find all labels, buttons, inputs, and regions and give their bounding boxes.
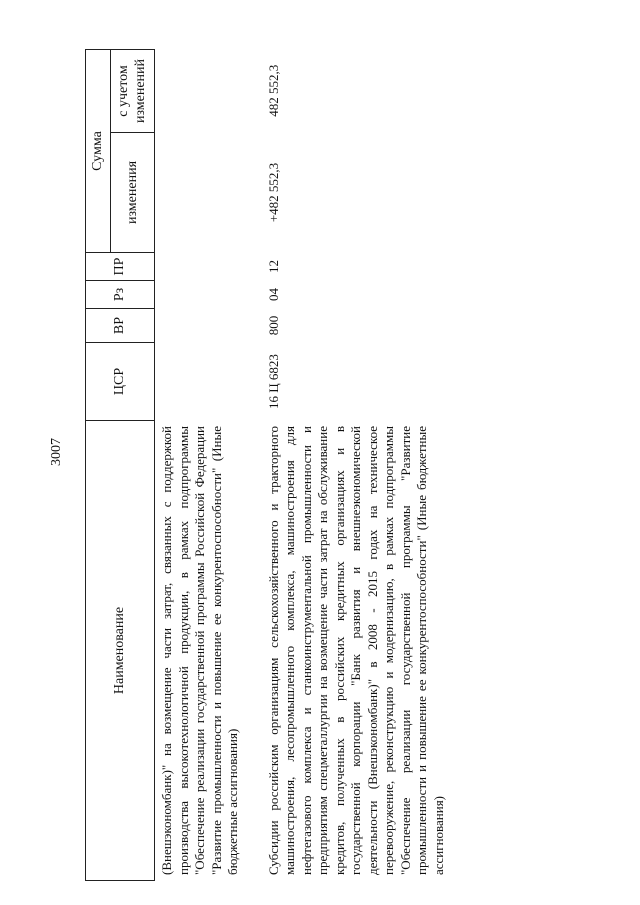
row-change — [155, 133, 246, 253]
header-sum: Сумма — [86, 50, 111, 253]
budget-table — [85, 49, 451, 881]
header-pr: ПР — [86, 253, 155, 281]
row-change: +482 552,3 — [265, 162, 281, 223]
page-number-text: 3007 — [49, 438, 64, 466]
table-row — [155, 50, 246, 881]
document-sheet — [85, 50, 585, 881]
header-name: Наименование — [86, 421, 155, 881]
row-with-changes — [155, 50, 246, 133]
header-vr: ВР — [86, 309, 155, 343]
row-name: (Внешэкономбанк)" на возмещение части затрат, связанных с поддержкой производства высокотехнологичной продукции, в рамках подпрограммы "Обеспечение реализации государственной программы Российской Федерации "Развитие промышленности и повышение ее конкурентоспособности" (Иные бюджетные ассигнования) — [159, 426, 240, 875]
row-csr — [155, 343, 246, 421]
row-pr: 12 — [265, 260, 281, 273]
table-header — [86, 50, 155, 881]
row-vr: 800 — [265, 315, 281, 336]
header-with-changes: с учетом изменений — [110, 50, 154, 133]
rotated-table-container — [85, 50, 585, 881]
row-csr: 16 Ц 6823 — [265, 354, 281, 409]
row-rz: 04 — [265, 288, 281, 301]
row-rz — [155, 281, 246, 309]
row-spacer — [246, 50, 262, 881]
header-change: изменения — [110, 133, 154, 253]
page-number — [40, 437, 74, 467]
row-vr — [155, 309, 246, 343]
row-with-changes: 482 552,3 — [265, 64, 281, 117]
row-pr — [155, 253, 246, 281]
header-csr: ЦСР — [86, 343, 155, 421]
table-body — [155, 50, 452, 881]
header-rz: Рз — [86, 281, 155, 309]
row-name: Субсидии российским организациям сельскохозяйственного и тракторного машиностроения, лесопромышленного комплекса, машиностроения для нефтегазового комплекса и станкоинструментальной промышленности и предприятиям спецметаллургии на возмещение части затрат на обслуживание кредитов, полученных в российских кредитных организациях и в государственной корпорации "Банк развития и внешнеэкономической деятельности (Внешэкономбанк)" в 2008 - 2015 годах на техническое перевооружение, реконструкцию и модернизацию, в рамках подпрограммы "Обеспечение реализации государственной программы "Развитие промышленности и повышение ее конкурентоспособности" (Иные бюджетные ассигнования) — [265, 426, 446, 875]
table-row — [262, 50, 452, 881]
